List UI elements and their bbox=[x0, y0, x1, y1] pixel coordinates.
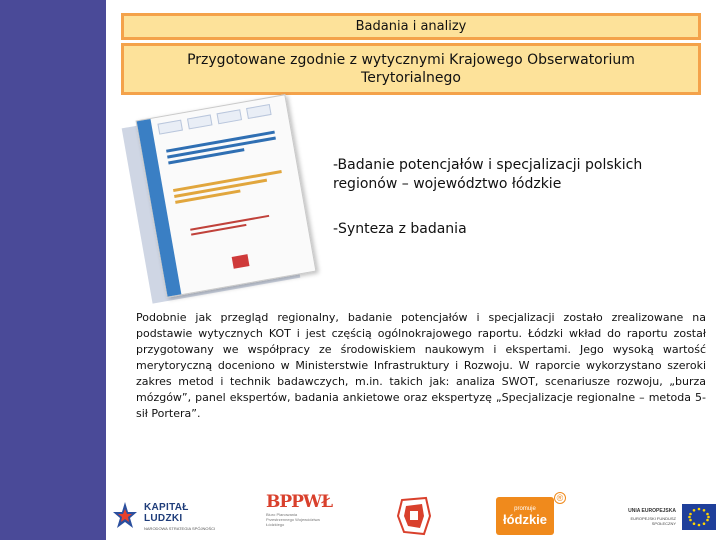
report-item: -Badanie potencjałów i specjalizacji polskich regionów – województwo łódzkie bbox=[333, 157, 643, 192]
star-icon bbox=[112, 501, 138, 531]
left-sidebar bbox=[0, 0, 106, 540]
promo-small: promuje bbox=[514, 505, 536, 512]
page-title: Badania i analizy bbox=[121, 13, 701, 40]
cover-subtitle-lines bbox=[172, 167, 286, 216]
lodzkie-map-icon bbox=[396, 496, 432, 536]
promo-box bbox=[496, 497, 554, 535]
footer-logos bbox=[108, 490, 720, 540]
cover-title-lines bbox=[166, 128, 279, 173]
report-cover-image bbox=[128, 92, 326, 292]
body-paragraph: Podobnie jak przegląd regionalny, badanie potencjałów i specjalizacji zostało zrealizowane na podstawie wytycznych KOT i jest częścią ogólnokrajowego raportu. Łódzki wkład do raportu został przygotowany we współpracy ze środowiskiem naukowym i ekspertami. Jego wysoką wartość merytoryczną doceniono w Ministerstwie Infrastruktury i Rozwoju. W raporcie wykorzystano szeroki zakres metod i technik badawczych, m.in. takich jak: analiza SWOT, scenariusze rozwoju, „burza mózgów”, panel ekspertów, badania ankietowe oraz ekspertyzę „Specjalizacje regionalne – metoda 5-sił Portera”. bbox=[136, 311, 706, 420]
registered-icon: ® bbox=[554, 492, 566, 504]
eu-name: UNIA EUROPEJSKA bbox=[628, 508, 676, 514]
promo-big: łódzkie bbox=[502, 511, 548, 527]
bppwl-name: BPPWŁ bbox=[266, 492, 333, 512]
page-subtitle: Przygotowane zgodnie z wytycznymi Krajowego Obserwatorium Terytorialnego bbox=[121, 43, 701, 95]
cover-mark bbox=[232, 254, 250, 269]
bppwl-logo bbox=[266, 492, 333, 536]
eu-logo bbox=[608, 498, 716, 536]
eu-sub: EUROPEJSKI FUNDUSZ SPOŁECZNY bbox=[630, 516, 676, 526]
kapital-ludzki-sub: NARODOWA STRATEGIA SPÓJNOŚCI bbox=[144, 525, 216, 531]
kapital-ludzki-logo bbox=[112, 496, 222, 536]
promuje-lodzkie-logo bbox=[496, 493, 564, 536]
bppwl-sub: Biuro Planowania Przestrzennego Województwa Łódzkiego bbox=[266, 512, 320, 527]
report-list bbox=[333, 156, 693, 239]
report-cover bbox=[136, 94, 317, 298]
eu-flag-icon bbox=[682, 504, 716, 530]
cover-note-lines bbox=[190, 212, 271, 239]
report-item: -Synteza z badania bbox=[333, 221, 467, 237]
kapital-ludzki-name: KAPITAŁ LUDZKI bbox=[144, 501, 189, 524]
